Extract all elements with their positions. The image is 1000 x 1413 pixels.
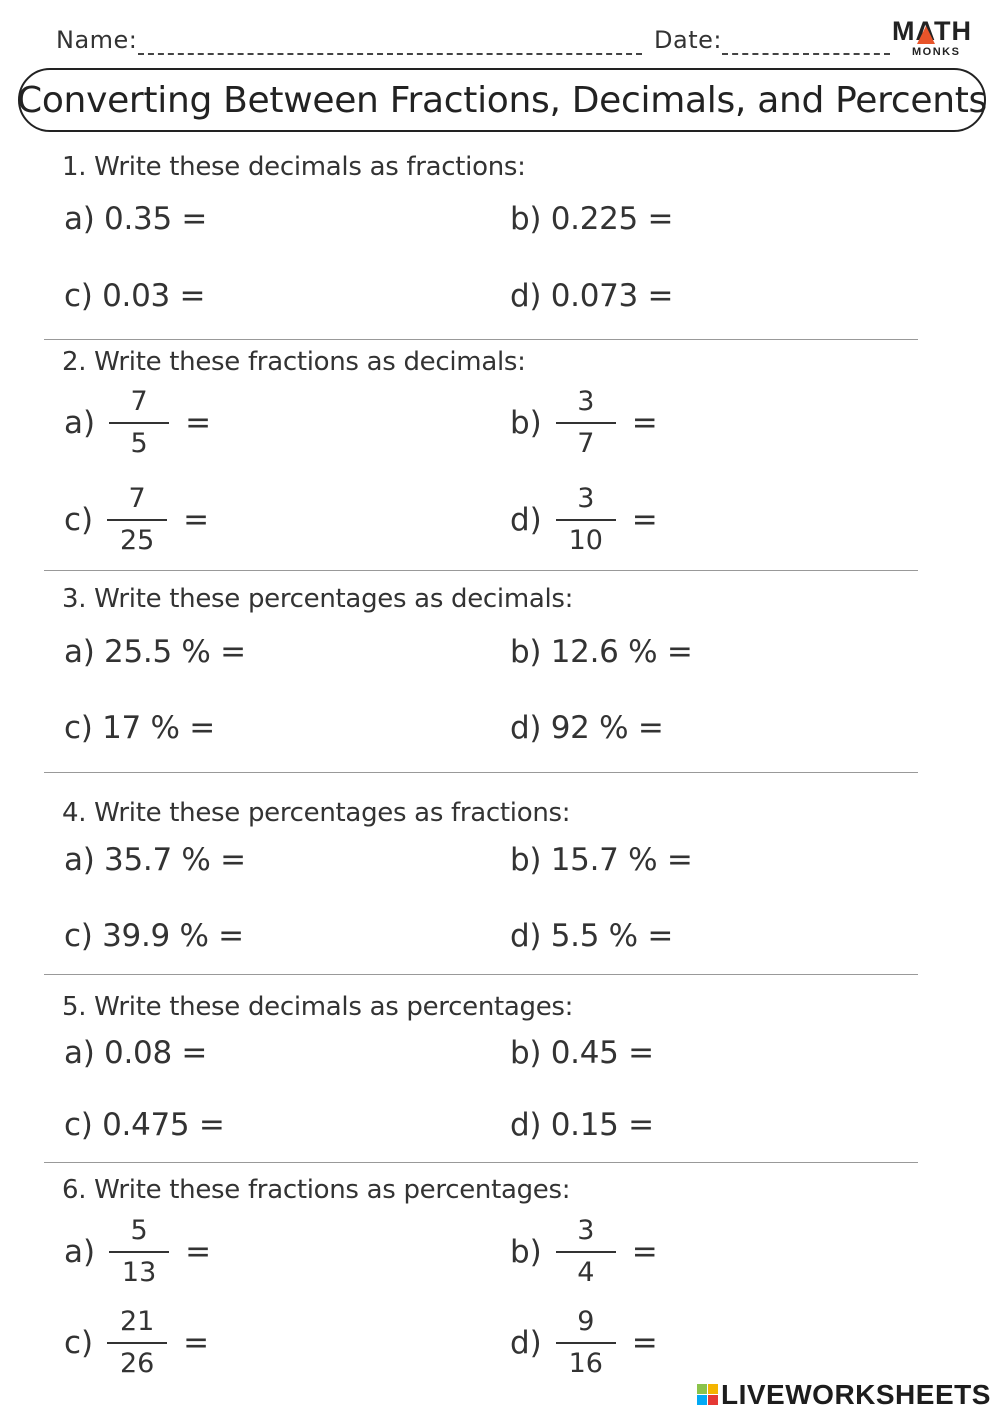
equals-sign: =	[631, 1234, 658, 1270]
item-prefix: a)	[64, 405, 96, 441]
s5-item-d: d) 0.15 =	[510, 1107, 654, 1143]
divider	[44, 1162, 918, 1163]
fraction	[556, 1306, 616, 1380]
denominator: 25	[119, 525, 155, 556]
divider	[44, 772, 918, 773]
numerator: 7	[130, 386, 148, 417]
s1-item-a: a) 0.35 =	[64, 201, 208, 237]
s6-item-b	[510, 1215, 658, 1289]
fraction-bar	[556, 1342, 616, 1344]
numerator: 21	[119, 1306, 155, 1337]
divider	[44, 570, 918, 571]
fraction-bar	[556, 422, 616, 424]
item-prefix: d)	[510, 502, 542, 538]
s5-item-a: a) 0.08 =	[64, 1035, 208, 1071]
fraction	[556, 386, 616, 460]
equals-sign: =	[185, 1234, 212, 1270]
fraction	[109, 1215, 169, 1289]
date-field[interactable]	[722, 53, 890, 55]
section-1-title: 1. Write these decimals as fractions:	[62, 152, 526, 182]
fraction-bar	[556, 1251, 616, 1253]
numerator: 3	[577, 1215, 595, 1246]
s1-item-d: d) 0.073 =	[510, 278, 674, 314]
fraction-bar	[556, 519, 616, 521]
s6-item-a	[64, 1215, 211, 1289]
fraction	[109, 386, 169, 460]
equals-sign: =	[183, 1325, 210, 1361]
denominator: 7	[577, 428, 595, 459]
liveworksheets-watermark	[697, 1379, 991, 1411]
equals-sign: =	[183, 502, 210, 538]
denominator: 16	[568, 1348, 603, 1379]
name-label: Name:	[56, 26, 138, 54]
s2-item-d	[510, 483, 658, 557]
s4-item-c: c) 39.9 % =	[64, 918, 244, 954]
item-prefix: c)	[64, 1325, 94, 1361]
section-4-title: 4. Write these percentages as fractions:	[62, 798, 571, 828]
fraction	[107, 483, 167, 557]
logo-monks-text: MONKS	[912, 46, 961, 58]
math-monks-logo	[892, 16, 972, 58]
date-label: Date:	[654, 26, 722, 54]
name-field[interactable]	[138, 53, 642, 55]
logo-math-text: MATH	[892, 16, 972, 46]
s6-item-d	[510, 1306, 658, 1380]
item-prefix: d)	[510, 1325, 542, 1361]
divider	[44, 339, 918, 340]
s4-item-d: d) 5.5 % =	[510, 918, 674, 954]
denominator: 13	[121, 1257, 157, 1288]
numerator: 3	[577, 386, 595, 417]
s5-item-b: b) 0.45 =	[510, 1035, 654, 1071]
denominator: 5	[130, 428, 148, 459]
s6-item-c	[64, 1306, 209, 1380]
equals-sign: =	[631, 502, 658, 538]
divider	[44, 974, 918, 975]
numerator: 3	[577, 483, 595, 514]
numerator: 9	[577, 1306, 595, 1337]
equals-sign: =	[185, 405, 212, 441]
s4-item-a: a) 35.7 % =	[64, 842, 246, 878]
fraction	[556, 483, 616, 557]
item-prefix: a)	[64, 1234, 96, 1270]
s4-item-b: b) 15.7 % =	[510, 842, 693, 878]
section-2-title: 2. Write these fractions as decimals:	[62, 347, 526, 377]
denominator: 10	[568, 525, 603, 556]
fraction-bar	[109, 1251, 169, 1253]
item-prefix: b)	[510, 405, 542, 441]
logo-triangle-icon	[917, 26, 935, 44]
s5-item-c: c) 0.475 =	[64, 1107, 225, 1143]
s2-item-b	[510, 386, 658, 460]
s3-item-b: b) 12.6 % =	[510, 634, 693, 670]
liveworksheets-text: LIVEWORKSHEETS	[721, 1379, 991, 1410]
item-prefix: c)	[64, 502, 94, 538]
liveworksheets-logo-icon	[697, 1384, 719, 1406]
s2-item-c	[64, 483, 209, 557]
equals-sign: =	[631, 405, 658, 441]
s1-item-b: b) 0.225 =	[510, 201, 674, 237]
fraction-bar	[107, 1342, 167, 1344]
denominator: 4	[577, 1257, 595, 1288]
item-prefix: b)	[510, 1234, 542, 1270]
equals-sign: =	[631, 1325, 658, 1361]
section-5-title: 5. Write these decimals as percentages:	[62, 992, 574, 1022]
s3-item-c: c) 17 % =	[64, 710, 215, 746]
fraction-bar	[109, 422, 169, 424]
section-3-title: 3. Write these percentages as decimals:	[62, 584, 574, 614]
fraction	[556, 1215, 616, 1289]
worksheet-title: Converting Between Fractions, Decimals, and Percents	[18, 68, 986, 132]
s3-item-d: d) 92 % =	[510, 710, 664, 746]
s3-item-a: a) 25.5 % =	[64, 634, 246, 670]
fraction-bar	[107, 519, 167, 521]
numerator: 5	[130, 1215, 148, 1246]
fraction	[107, 1306, 167, 1380]
denominator: 26	[119, 1348, 155, 1379]
s1-item-c: c) 0.03 =	[64, 278, 206, 314]
section-6-title: 6. Write these fractions as percentages:	[62, 1175, 571, 1205]
numerator: 7	[128, 483, 146, 514]
s2-item-a	[64, 386, 211, 460]
